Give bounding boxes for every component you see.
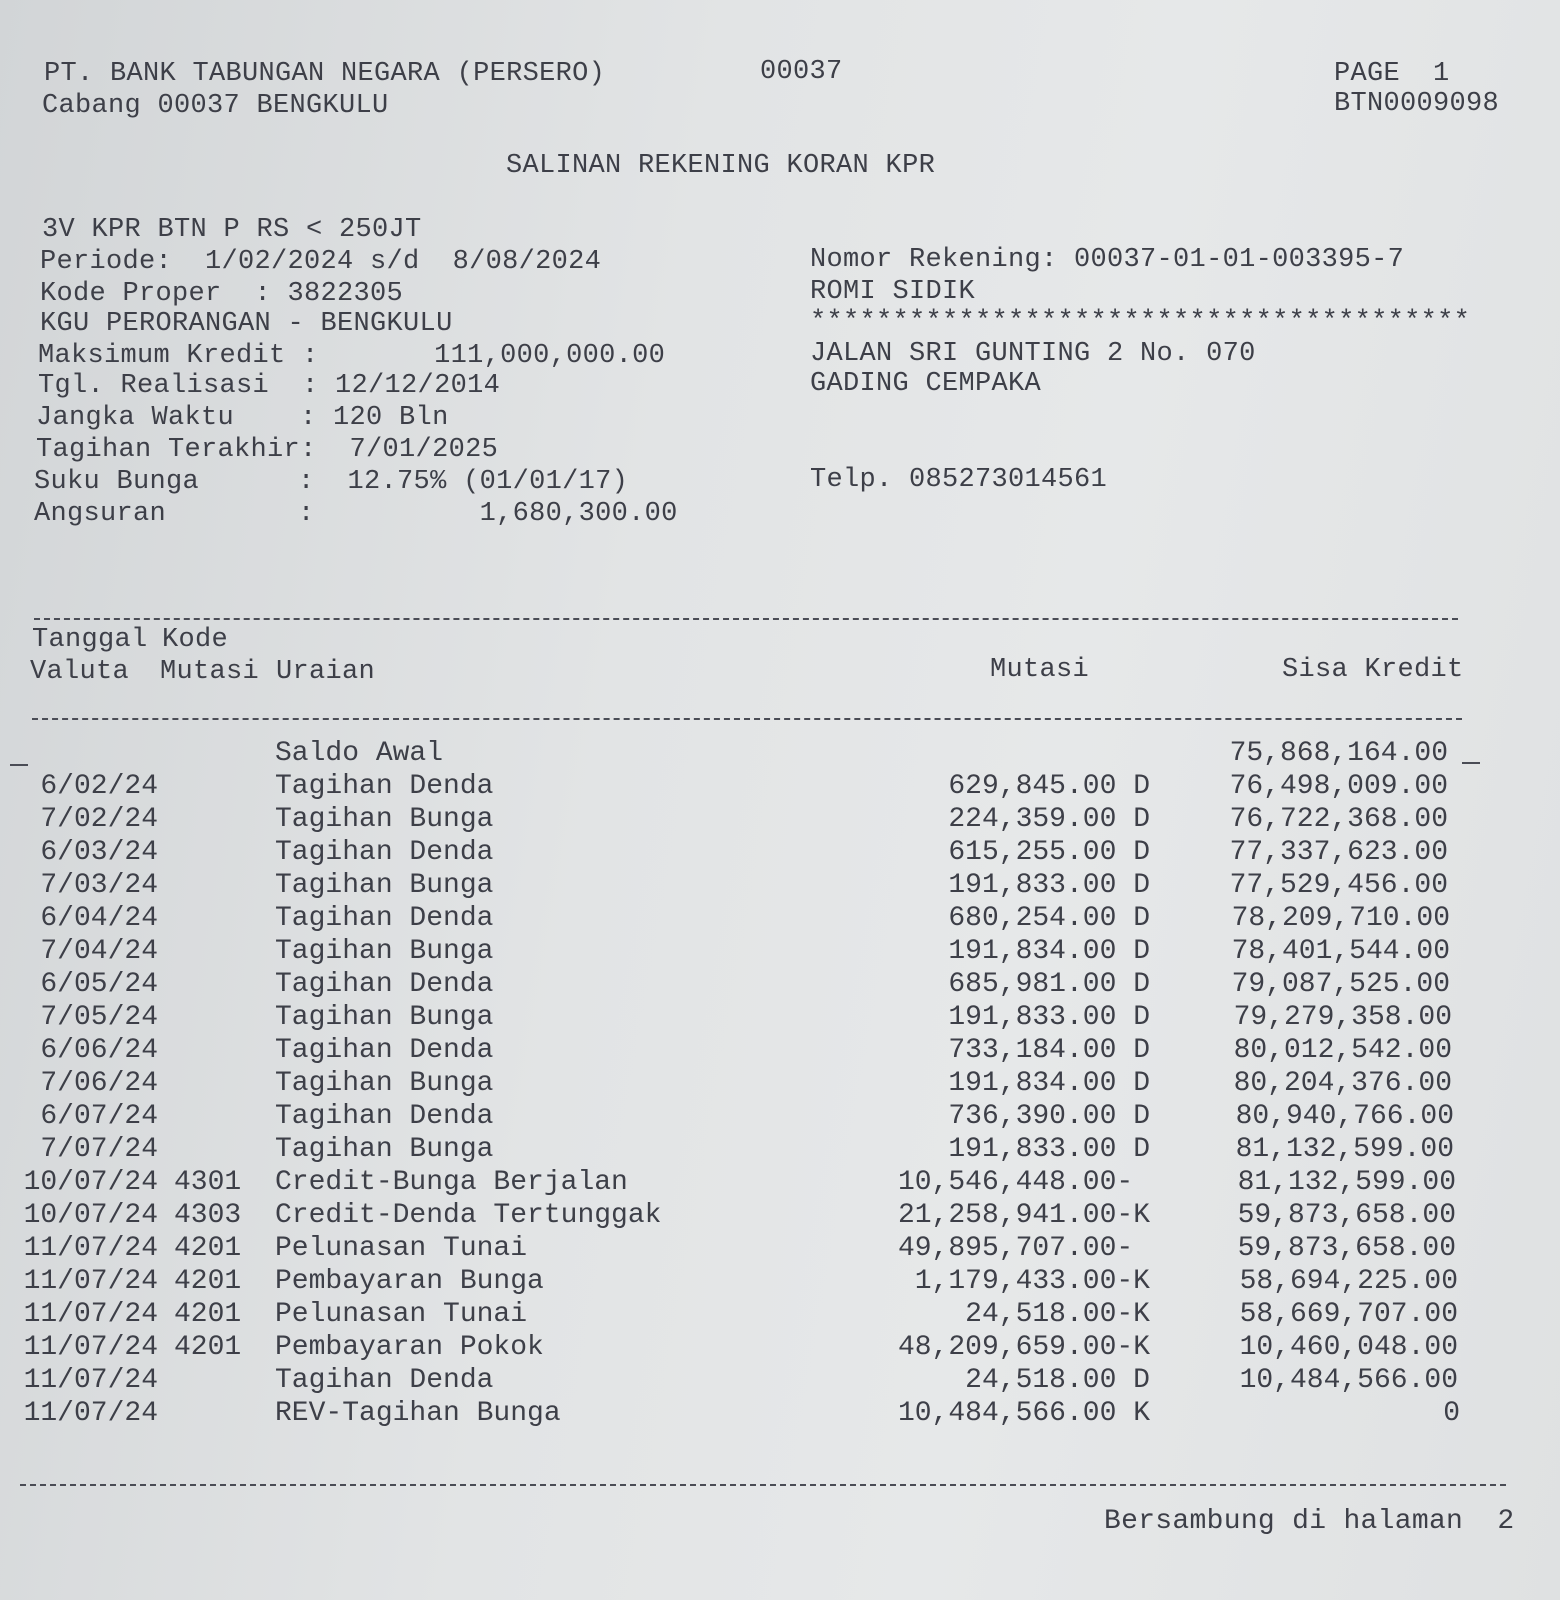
row-sisa-kredit: 77,337,623.00 [1229, 837, 1448, 868]
row-mutasi: 191,834.00 D [948, 936, 1150, 967]
row-description: Tagihan Bunga [275, 1068, 494, 1099]
branch-name: Cabang 00037 BENGKULU [42, 91, 389, 121]
row-mutasi: 629,845.00 D [948, 771, 1150, 802]
row-description: Tagihan Bunga [275, 1134, 494, 1165]
row-sisa-kredit: 80,012,542.00 [1233, 1035, 1452, 1066]
row-sisa-kredit: 58,694,225.00 [1239, 1266, 1458, 1297]
column-header-mutasi: Mutasi [990, 655, 1090, 685]
row-description: Tagihan Denda [275, 771, 494, 802]
table-row [0, 1001, 1560, 1034]
table-row [0, 968, 1560, 1001]
table-row [0, 902, 1560, 935]
table-row [0, 1199, 1560, 1232]
row-description: Credit-Bunga Berjalan [275, 1167, 628, 1198]
row-description: REV-Tagihan Bunga [275, 1398, 561, 1429]
row-mutasi: 736,390.00 D [948, 1101, 1150, 1132]
row-sisa-kredit: 80,204,376.00 [1233, 1068, 1452, 1099]
row-mutasi: 615,255.00 D [948, 837, 1150, 868]
table-row [0, 935, 1560, 968]
row-description: Tagihan Denda [275, 837, 494, 868]
row-mutasi: 24,518.00 D [965, 1365, 1150, 1396]
address-line-2: GADING CEMPAKA [810, 369, 1042, 399]
divider-top [34, 618, 1458, 620]
row-sisa-kredit: 59,873,658.00 [1237, 1200, 1456, 1231]
table-row [0, 1067, 1560, 1100]
row-code: 4303 [174, 1200, 242, 1231]
saldo-awal-value: 75,868,164.00 [1229, 738, 1448, 769]
row-mutasi: 191,833.00 D [948, 1134, 1150, 1165]
row-date: 11/07/24 [23, 1266, 158, 1297]
row-date: 6/04/24 [40, 903, 158, 934]
row-date: 6/07/24 [40, 1101, 158, 1132]
table-row [0, 1166, 1560, 1199]
product-name: 3V KPR BTN P RS < 250JT [42, 215, 422, 245]
row-sisa-kredit: 81,132,599.00 [1237, 1167, 1456, 1198]
telephone: Telp. 085273014561 [810, 465, 1108, 495]
row-mutasi: 49,895,707.00- [897, 1233, 1150, 1264]
row-description: Tagihan Denda [275, 1101, 494, 1132]
row-sisa-kredit: 76,722,368.00 [1229, 804, 1448, 835]
page-title: SALINAN REKENING KORAN KPR [506, 151, 936, 181]
angsuran: Angsuran : 1,680,300.00 [34, 499, 678, 529]
table-row [0, 770, 1560, 803]
row-code: 4201 [174, 1266, 242, 1297]
row-sisa-kredit: 0 [1443, 1398, 1460, 1429]
row-description: Tagihan Bunga [275, 1002, 494, 1033]
row-description: Credit-Denda Tertunggak [275, 1200, 662, 1231]
row-date: 7/02/24 [40, 804, 158, 835]
row-mutasi: 24,518.00-K [965, 1299, 1150, 1330]
table-row [0, 1232, 1560, 1265]
table-row [0, 1298, 1560, 1331]
column-header-mutasi-kode: Mutasi [160, 657, 260, 687]
row-sisa-kredit: 78,209,710.00 [1231, 903, 1450, 934]
jangka-waktu: Jangka Waktu : 120 Bln [36, 403, 449, 433]
row-sisa-kredit: 78,401,544.00 [1231, 936, 1450, 967]
row-date: 7/06/24 [40, 1068, 158, 1099]
row-mutasi: 685,981.00 D [948, 969, 1150, 1000]
row-date: 7/07/24 [40, 1134, 158, 1165]
row-code: 4201 [174, 1233, 242, 1264]
row-description: Tagihan Denda [275, 1035, 494, 1066]
table-row [0, 869, 1560, 902]
maksimum-kredit: Maksimum Kredit : 111,000,000.00 [38, 341, 666, 371]
row-mutasi: 10,546,448.00- [897, 1167, 1150, 1198]
row-date: 7/05/24 [40, 1002, 158, 1033]
row-mutasi: 733,184.00 D [948, 1035, 1150, 1066]
row-description: Tagihan Bunga [275, 870, 494, 901]
suku-bunga: Suku Bunga : 12.75% (01/01/17) [34, 467, 629, 497]
column-header-uraian: Uraian [276, 657, 376, 687]
table-row [0, 1034, 1560, 1067]
row-mutasi: 48,209,659.00-K [897, 1332, 1150, 1363]
saldo-awal-label: Saldo Awal [275, 738, 444, 769]
row-sisa-kredit: 76,498,009.00 [1229, 771, 1448, 802]
row-description: Pembayaran Pokok [275, 1332, 544, 1363]
row-date: 7/03/24 [40, 870, 158, 901]
nomor-rekening: Nomor Rekening: 00037-01-01-003395-7 [810, 245, 1405, 275]
row-date: 11/07/24 [23, 1299, 158, 1330]
row-description: Tagihan Bunga [275, 936, 494, 967]
row-sisa-kredit: 80,940,766.00 [1235, 1101, 1454, 1132]
row-code: 4201 [174, 1332, 242, 1363]
column-header-tanggal: Tanggal [32, 625, 148, 655]
table-row [0, 1100, 1560, 1133]
divider-bottom [20, 1484, 1506, 1486]
masked-line: **************************************** [810, 307, 1471, 337]
table-row [0, 1364, 1560, 1397]
table-row [0, 803, 1560, 836]
row-sisa-kredit: 10,484,566.00 [1239, 1365, 1458, 1396]
row-sisa-kredit: 79,279,358.00 [1233, 1002, 1452, 1033]
periode: Periode: 1/02/2024 s/d 8/08/2024 [40, 247, 602, 277]
document-id: BTN0009098 [1334, 89, 1500, 119]
row-sisa-kredit: 58,669,707.00 [1239, 1299, 1458, 1330]
row-description: Pelunasan Tunai [275, 1299, 528, 1330]
row-date: 11/07/24 [23, 1398, 158, 1429]
row-sisa-kredit: 79,087,525.00 [1231, 969, 1450, 1000]
kode-proper: Kode Proper : 3822305 [40, 279, 404, 309]
row-sisa-kredit: 10,460,048.00 [1239, 1332, 1458, 1363]
row-date: 6/02/24 [40, 771, 158, 802]
row-sisa-kredit: 81,132,599.00 [1235, 1134, 1454, 1165]
table-row [0, 1397, 1560, 1430]
row-mutasi: 224,359.00 D [948, 804, 1150, 835]
table-row-saldo-awal [0, 737, 1560, 770]
row-mutasi: 680,254.00 D [948, 903, 1150, 934]
branch-code: 00037 [760, 57, 843, 87]
row-date: 10/07/24 [23, 1167, 158, 1198]
customer-name: ROMI SIDIK [810, 277, 976, 307]
row-date: 10/07/24 [23, 1200, 158, 1231]
row-sisa-kredit: 77,529,456.00 [1229, 870, 1448, 901]
row-description: Tagihan Denda [275, 903, 494, 934]
tagihan-terakhir: Tagihan Terakhir: 7/01/2025 [36, 435, 499, 465]
row-date: 11/07/24 [23, 1365, 158, 1396]
row-description: Tagihan Denda [275, 969, 494, 1000]
row-date: 6/05/24 [40, 969, 158, 1000]
divider-header [32, 718, 1462, 720]
row-mutasi: 191,834.00 D [948, 1068, 1150, 1099]
row-mutasi: 1,179,433.00-K [914, 1266, 1150, 1297]
column-header-valuta: Valuta [30, 657, 130, 687]
kgu: KGU PERORANGAN - BENGKULU [40, 309, 453, 339]
column-header-kode: Kode [162, 625, 229, 655]
row-code: 4301 [174, 1167, 242, 1198]
row-description: Tagihan Denda [275, 1365, 494, 1396]
table-row [0, 1331, 1560, 1364]
row-date: 11/07/24 [23, 1332, 158, 1363]
row-mutasi: 191,833.00 D [948, 870, 1150, 901]
row-sisa-kredit: 59,873,658.00 [1237, 1233, 1456, 1264]
row-date: 11/07/24 [23, 1233, 158, 1264]
row-mutasi: 21,258,941.00-K [897, 1200, 1150, 1231]
continued-note: Bersambung di halaman 2 [1104, 1506, 1515, 1537]
row-description: Pelunasan Tunai [275, 1233, 528, 1264]
address-line-1: JALAN SRI GUNTING 2 No. 070 [810, 339, 1256, 369]
page-number: PAGE 1 [1334, 59, 1450, 89]
table-row [0, 1265, 1560, 1298]
column-header-sisa-kredit: Sisa Kredit [1282, 655, 1464, 685]
row-date: 7/04/24 [40, 936, 158, 967]
row-mutasi: 191,833.00 D [948, 1002, 1150, 1033]
table-row [0, 1133, 1560, 1166]
row-code: 4201 [174, 1299, 242, 1330]
table-row [0, 836, 1560, 869]
row-description: Tagihan Bunga [275, 804, 494, 835]
row-description: Pembayaran Bunga [275, 1266, 544, 1297]
bank-name: PT. BANK TABUNGAN NEGARA (PERSERO) [44, 59, 606, 89]
tgl-realisasi: Tgl. Realisasi : 12/12/2014 [38, 371, 501, 401]
row-mutasi: 10,484,566.00 K [897, 1398, 1150, 1429]
row-date: 6/06/24 [40, 1035, 158, 1066]
row-date: 6/03/24 [40, 837, 158, 868]
